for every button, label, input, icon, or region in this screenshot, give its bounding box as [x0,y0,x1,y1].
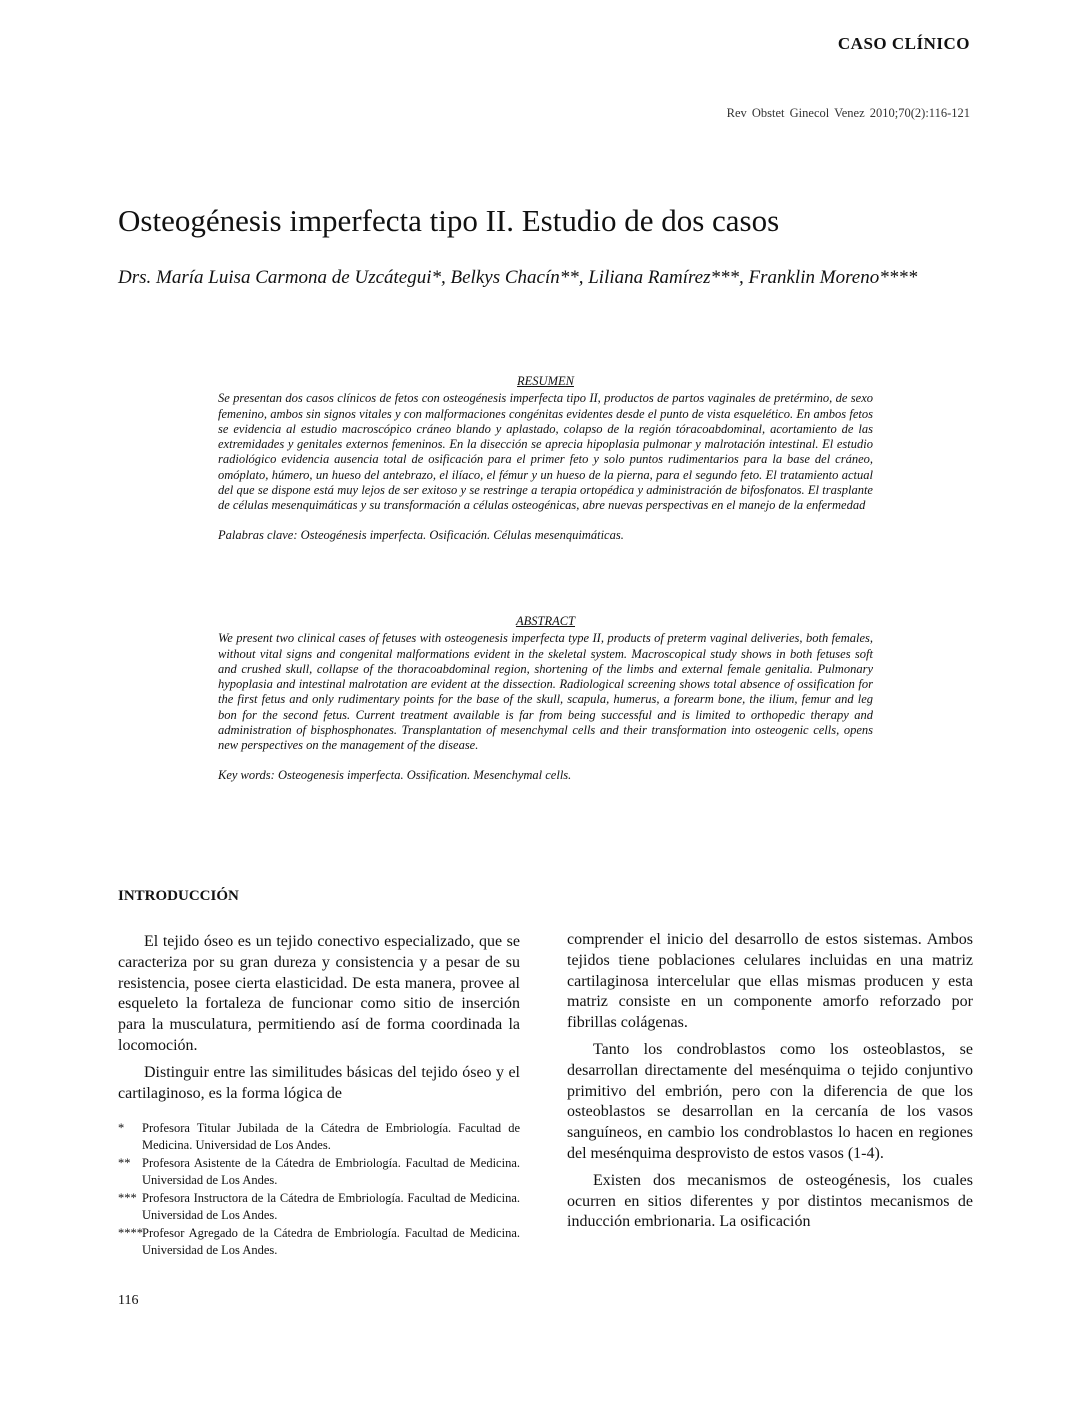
section-label: CASO CLÍNICO [837,34,970,53]
footnote [118,1225,520,1258]
footnote-text: Profesora Asistente de la Cátedra de Embriología. Facultad de Medicina. Universidad de Los Andes. [142,1156,520,1187]
resumen-text: Se presentan dos casos clínicos de fetos con osteogénesis imperfecta tipo II, productos de partos vaginales de pretérmino, de sexo femenino, ambos sin signos vitales y con malformaciones congénitas evidentes desde el punto de vista esquelético. En ambos fetos se evidencia al estudio macroscópico cráneo blando y aplastado, colapso de la región tóracoabdominal, acortamiento de las extremidades y genitales externos femeninos. En la disección se aprecia hipoplasia pulmonar y malrotación intestinal. El estudio radiológico evidencia ausencia total de osificación para el primer feto y solo puntos rudimentarios para la base del cráneo, omóplato, húmero, un hueso del antebrazo, el ilíaco, el fémur y un hueso de la pierna, para el segundo feto. El tratamiento actual del que se dispone está muy lejos de ser exitoso y se restringe a terapia ortopédica y administración de bifosfonatos. El trasplante de células mesenquimáticas y su transformación a células osteogénicas, abre nuevas perspectivas en el manejo de la enfermedad [218,391,873,513]
page-number: 116 [118,1293,139,1308]
resumen-keywords: Palabras clave: Osteogénesis imperfecta. Osificación. Células mesenquimáticas. [218,527,624,542]
body-column-right [567,930,973,1239]
body-paragraph: comprender el inicio del desarrollo de estos sistemas. Ambos tejidos tiene poblaciones celulares incluidas en una matriz cartilaginosa intercelular que ellas mismas producen y esta matriz consiste en un componente amorfo reforzado por fibrillas colágenas. [567,931,973,1032]
body-paragraph: Tanto los condroblastos como los osteoblastos, se desarrollan directamente del mesénquima o tejido conjuntivo primitivo del embrión, pero con la diferencia de que los osteoblastos se desarrollan en la cercanía de los vasos sanguíneos, en cambio los condroblastos lo hacen en regiones del mesénquima desprovisto de estos vasos (1-4). [567,1040,973,1162]
footnote-text: Profesora Titular Jubilada de la Cátedra de Embriología. Facultad de Medicina. Universidad de Los Andes. [142,1121,520,1152]
abstract-heading: ABSTRACT [515,614,576,628]
body-paragraph: El tejido óseo es un tejido conectivo especializado, que se caracteriza por su gran dureza y consistencia y a pesar de su resistencia, posee cierta elasticidad. De esta manera, provee al esqueleto la fortaleza de funcionar como sitio de inserción para la musculatura, permitiendo así de forma coordinada la locomoción. [118,933,520,1054]
resumen-heading: RESUMEN [517,374,574,388]
footnote-mark: **** [118,1226,143,1240]
resumen-section [218,374,873,543]
author-footnotes [118,1120,520,1260]
footnote-mark: ** [118,1156,131,1170]
body-column-left [118,932,520,1110]
footnote-text: Profesor Agregado de la Cátedra de Embriología. Facultad de Medicina. Universidad de Los Andes. [142,1226,520,1257]
footnote [118,1155,520,1188]
abstract-section [218,614,873,783]
footnote-mark: *** [118,1191,137,1205]
footnote [118,1190,520,1223]
abstract-keywords: Key words: Osteogenesis imperfecta. Ossification. Mesenchymal cells. [218,767,572,782]
footnote [118,1120,520,1153]
article-title: Osteogénesis imperfecta tipo II. Estudio de dos casos [118,203,780,238]
body-paragraph: Existen dos mecanismos de osteogénesis, los cuales ocurren en sitios diferentes y por distintos mecanismos de inducción embrionaria. La osificación [567,1171,973,1231]
journal-citation: Rev Obstet Ginecol Venez 2010;70(2):116-121 [726,106,970,120]
abstract-text: We present two clinical cases of fetuses with osteogenesis imperfecta type II, products of preterm vaginal deliveries, both females, without vital signs and congenital malformations evident in the skeletal system. Macroscopical study shows in both fetuses soft and crushed skull, collapse of the thoracoabdominal region, shortening of the limbs and external female genitalia. Pulmonary hypoplasia and intestinal malrotation are evident at the dissection. Radiological screening shows total absence of ossification for the first fetus and only rudimentary points for the base of the skull, scapula, humerus, a forearm bone, the ilium, femur and leg bon for the second fetus. Current treatment available is far from being successful and is limited to orthopedic therapy and administration of bisphosphonates. Transplantation of mesenchymal cells and their transformation into osteogenic cells, opens new perspectives on the management of the disease. [218,631,873,753]
author-list: Drs. María Luisa Carmona de Uzcátegui*, Belkys Chacín**, Liliana Ramírez***, Franklin Moreno**** [118,267,918,288]
footnote-mark: * [118,1121,125,1135]
intro-heading: INTRODUCCIÓN [118,888,239,904]
body-paragraph: Distinguir entre las similitudes básicas del tejido óseo y el cartilaginoso, es la forma lógica de [118,1063,520,1102]
footnote-text: Profesora Instructora de la Cátedra de Embriología. Facultad de Medicina. Universidad de Los Andes. [142,1191,520,1222]
